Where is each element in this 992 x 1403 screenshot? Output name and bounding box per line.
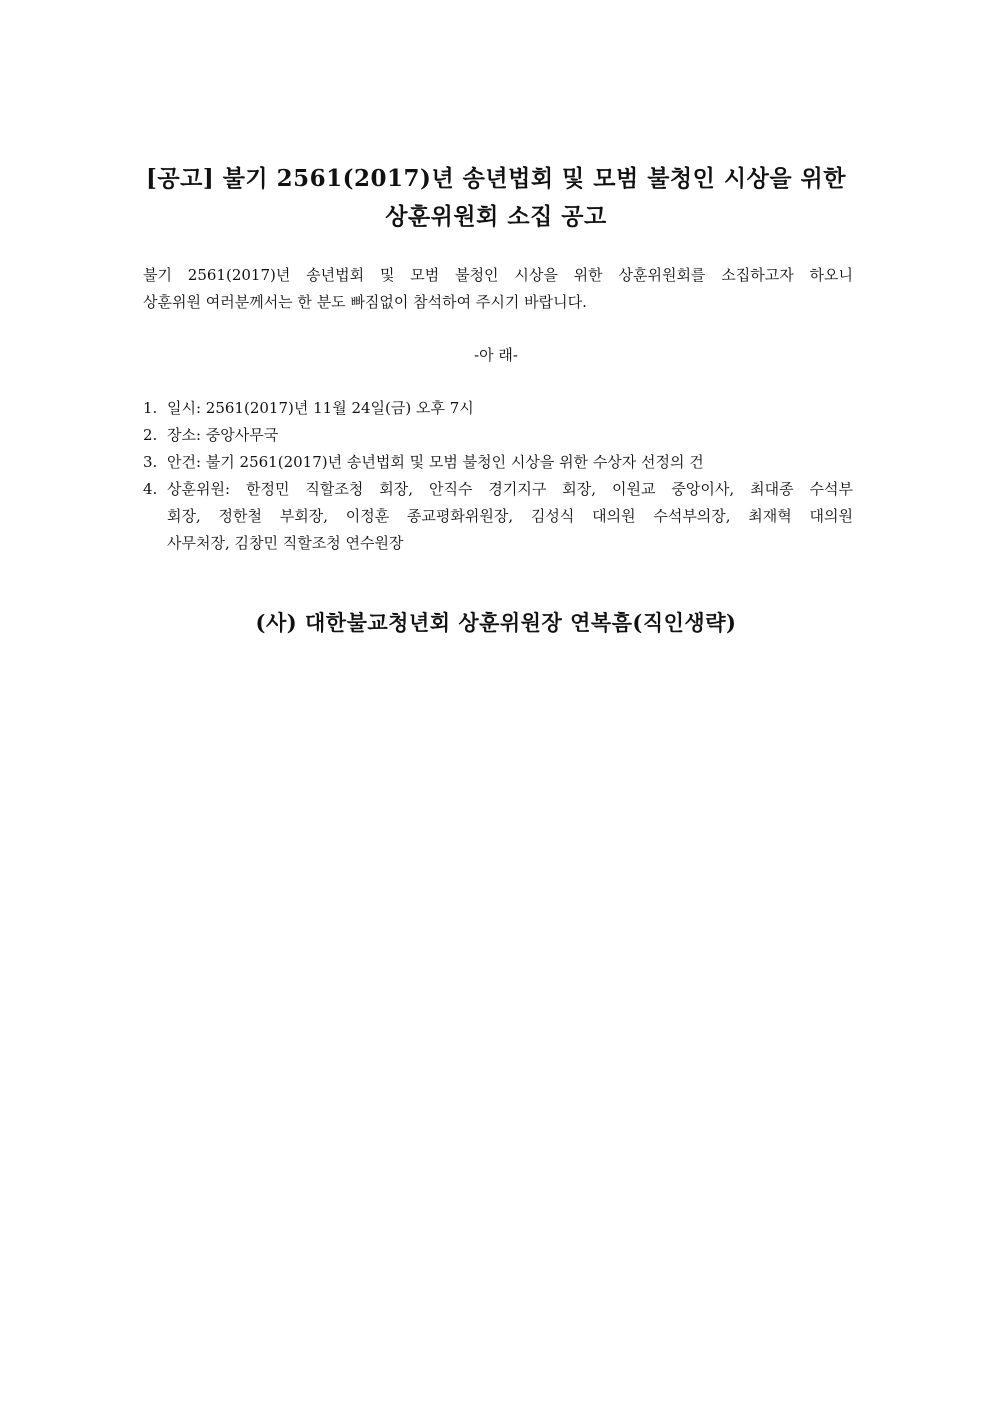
notice-items-list (143, 395, 853, 557)
list-item-agenda (143, 449, 853, 476)
intro-line-1: 불기 2561(2017)년 송년법회 및 모범 불청인 시상을 위한 상훈위원회를 소집하고자 하오니 (143, 266, 853, 284)
list-item-members (143, 476, 853, 557)
list-item-date (143, 395, 853, 422)
list-item-line: 장소: 중앙사무국 (167, 426, 279, 444)
list-item-number: 1. (143, 399, 158, 417)
notice-title (120, 160, 872, 236)
list-item-number: 4. (143, 480, 158, 498)
list-item-place (143, 422, 853, 449)
intro-line-2: 상훈위원 여러분께서는 한 분도 빠짐없이 참석하여 주시기 바랍니다. (143, 293, 587, 311)
list-item-line: 일시: 2561(2017)년 11월 24일(금) 오후 7시 (167, 399, 474, 417)
notice-title-line-1: [공고] 불기 2561(2017)년 송년법회 및 모범 불청인 시상을 위한 (146, 165, 846, 192)
list-item-text (167, 422, 853, 449)
list-item-text (167, 449, 853, 476)
list-item-number: 2. (143, 426, 158, 444)
section-separator: -아 래- (474, 346, 518, 364)
notice-title-line-2: 상훈위원회 소집 공고 (385, 203, 607, 230)
list-item-line: 회장, 정한철 부회장, 이정훈 종교평화위원장, 김성식 대의원 수석부의장, 최재혁 대의원 (167, 507, 853, 525)
list-item-text (167, 476, 853, 557)
list-item-line: 안건: 불기 2561(2017)년 송년법회 및 모범 불청인 시상을 위한 수상자 선정의 건 (167, 453, 704, 471)
list-item-number: 3. (143, 453, 158, 471)
list-item-text (167, 395, 853, 422)
list-item-line: 사무처장, 김창민 직할조청 연수원장 (167, 534, 404, 552)
notice-intro-paragraph (143, 262, 853, 316)
list-item-line: 상훈위원: 한정민 직할조청 회장, 안직수 경기지구 회장, 이원교 중앙이사, 최대종 수석부 (167, 480, 853, 498)
signature-line: (사) 대한불교청년회 상훈위원장 연복흠(직인생략) (255, 610, 737, 635)
